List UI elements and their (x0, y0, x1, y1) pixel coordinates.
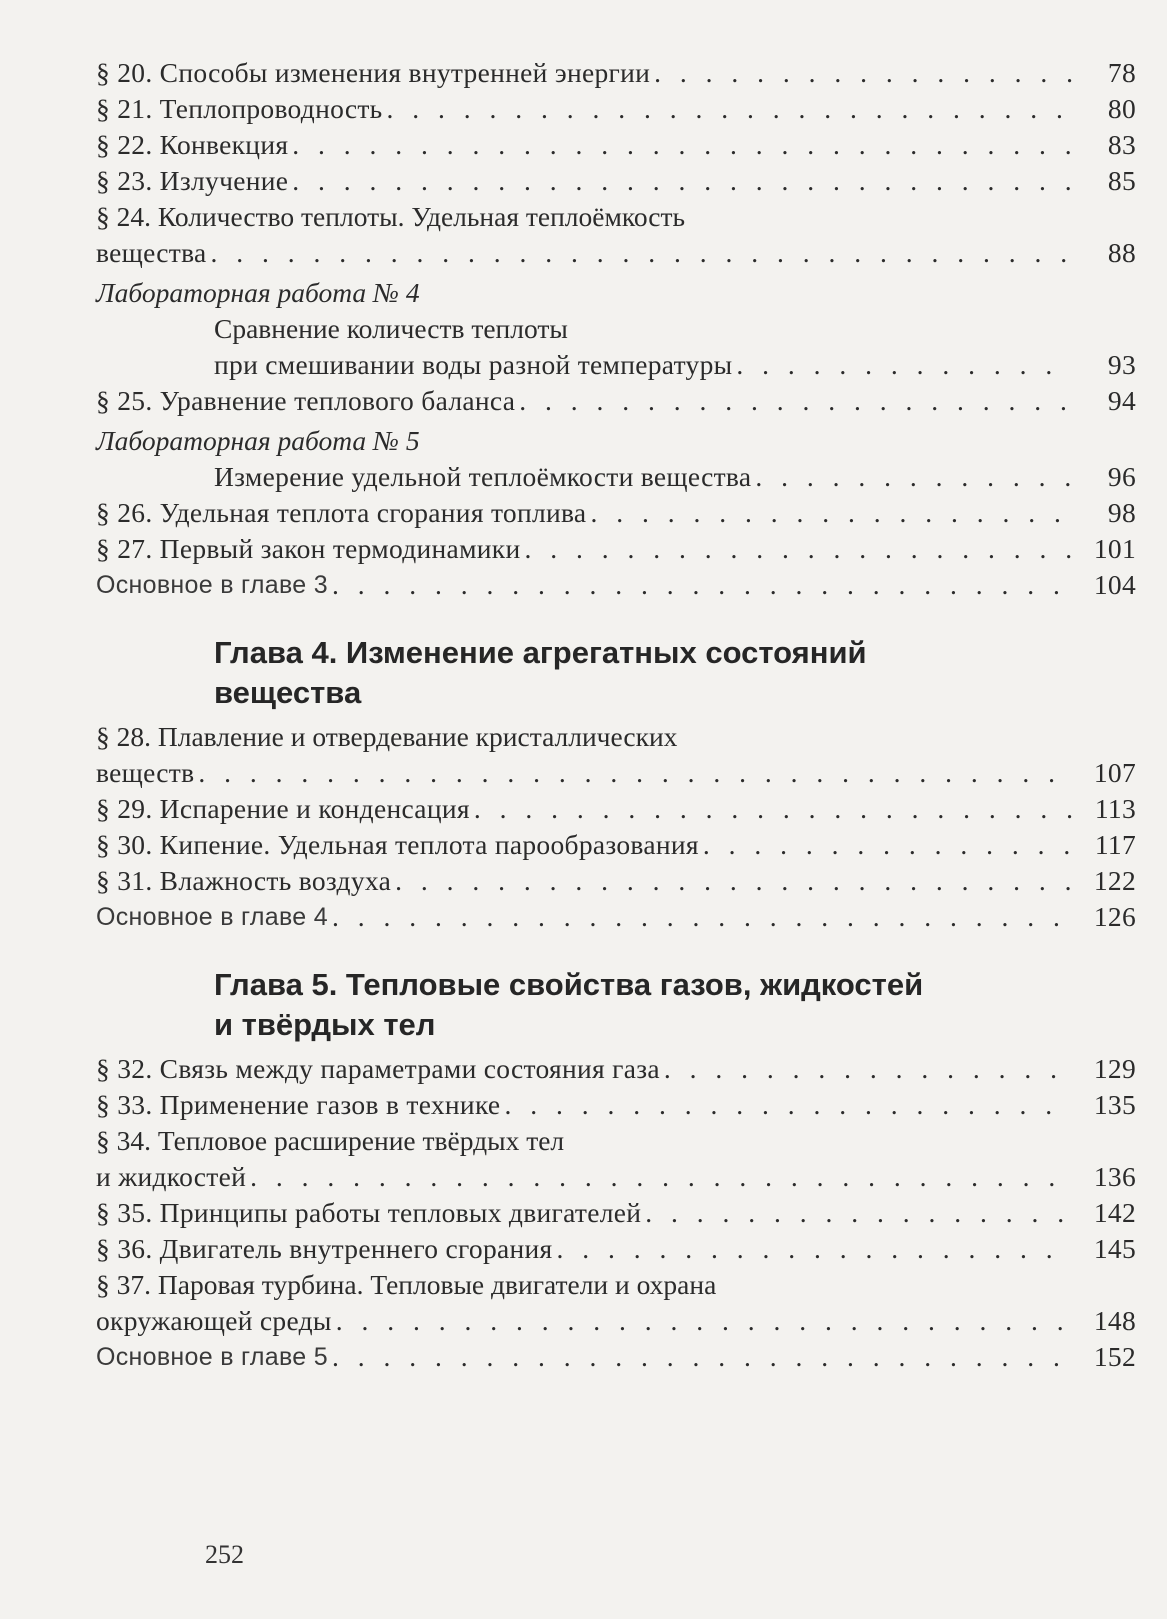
toc-title: § 21. Теплопроводность (96, 93, 383, 124)
toc-page: 83 (1107, 129, 1136, 160)
toc-page: 122 (1093, 865, 1136, 896)
toc-entry-s37[interactable] (96, 1267, 1136, 1339)
toc-title: § 33. Применение газов в технике (96, 1089, 501, 1120)
toc-title: Основное в главе 5 (96, 1343, 328, 1371)
toc-title-line2: веществ (96, 757, 195, 788)
dot-leader (524, 531, 1072, 567)
toc-entry-s27[interactable] (96, 531, 1136, 567)
toc-title: § 20. Способы изменения внутренней энергии (96, 57, 651, 88)
toc-entry-s32[interactable] (96, 1051, 1136, 1087)
dot-leader (664, 1051, 1072, 1087)
toc-title: § 29. Испарение и конденсация (96, 793, 470, 824)
lab-heading: Лабораторная работа № 4 (96, 277, 420, 308)
toc-title: § 31. Влажность воздуха (96, 865, 392, 896)
toc-entry-lab5[interactable] (96, 419, 1136, 495)
toc-page: 85 (1107, 165, 1136, 196)
toc-page: 93 (1107, 349, 1136, 380)
toc-page: 136 (1093, 1161, 1136, 1192)
toc-page: 94 (1107, 385, 1136, 416)
toc-page: 104 (1093, 569, 1136, 600)
toc-title-line1: § 34. Тепловое расширение твёрдых тел (96, 1125, 565, 1156)
toc-title-line1: § 37. Паровая турбина. Тепловые двигатели и охрана (96, 1269, 717, 1300)
toc-title: § 36. Двигатель внутреннего сгорания (96, 1233, 553, 1264)
toc-page: 88 (1107, 237, 1136, 268)
toc-entry-summary4[interactable] (96, 899, 1136, 935)
chapter-heading-4 (96, 633, 1136, 713)
dot-leader (250, 1159, 1072, 1195)
dot-leader (519, 383, 1072, 419)
toc-entry-s34[interactable] (96, 1123, 1136, 1195)
dot-leader (755, 459, 1072, 495)
toc-title: § 25. Уравнение теплового баланса (96, 385, 516, 416)
dot-leader (556, 1231, 1072, 1267)
chapter-title-line2: и твёрдых тел (214, 1007, 436, 1042)
toc-entry-summary3[interactable] (96, 567, 1136, 603)
toc-title-line1: § 28. Плавление и отвердевание кристаллических (96, 721, 678, 752)
chapter-heading-5 (96, 965, 1136, 1045)
toc-page: 145 (1093, 1233, 1136, 1264)
toc-entry-s29[interactable] (96, 791, 1136, 827)
toc-title: Основное в главе 3 (96, 571, 328, 599)
page-number: 252 (205, 1540, 244, 1569)
toc-title: § 30. Кипение. Удельная теплота парообразования (96, 829, 699, 860)
table-of-contents (96, 55, 1136, 1375)
toc-page: 101 (1093, 533, 1136, 564)
chapter-title-line1: Глава 4. Изменение агрегатных состояний (214, 635, 867, 670)
toc-page: 80 (1107, 93, 1136, 124)
toc-entry-lab4[interactable] (96, 271, 1136, 383)
toc-title-line2: окружающей среды (96, 1305, 332, 1336)
dot-leader (332, 899, 1072, 935)
dot-leader (332, 567, 1072, 603)
toc-title: § 22. Конвекция (96, 129, 289, 160)
toc-page: 129 (1093, 1053, 1136, 1084)
toc-title: § 35. Принципы работы тепловых двигателей (96, 1197, 642, 1228)
toc-title: § 27. Первый закон термодинамики (96, 533, 521, 564)
dot-leader (590, 495, 1072, 531)
toc-page: 107 (1093, 757, 1136, 788)
toc-entry-s23[interactable] (96, 163, 1136, 199)
toc-entry-s36[interactable] (96, 1231, 1136, 1267)
toc-page: 148 (1093, 1305, 1136, 1336)
toc-title: § 23. Излучение (96, 165, 289, 196)
dot-leader (395, 863, 1072, 899)
toc-title: Измерение удельной теплоёмкости вещества (214, 461, 752, 492)
toc-page: 142 (1093, 1197, 1136, 1228)
toc-entry-s26[interactable] (96, 495, 1136, 531)
dot-leader (645, 1195, 1072, 1231)
dot-leader (336, 1303, 1072, 1339)
toc-entry-s33[interactable] (96, 1087, 1136, 1123)
dot-leader (654, 55, 1072, 91)
dot-leader (736, 347, 1072, 383)
chapter-title-line1: Глава 5. Тепловые свойства газов, жидкостей (214, 967, 924, 1002)
toc-entry-s28[interactable] (96, 719, 1136, 791)
chapter-title-line2: вещества (214, 675, 362, 710)
dot-leader (211, 235, 1072, 271)
toc-entry-s24[interactable] (96, 199, 1136, 271)
toc-title-line1: Сравнение количеств теплоты (214, 313, 568, 344)
toc-title-line2: вещества (96, 237, 207, 268)
toc-title-line2: и жидкостей (96, 1161, 247, 1192)
toc-entry-s21[interactable] (96, 91, 1136, 127)
dot-leader (504, 1087, 1072, 1123)
dot-leader (703, 827, 1072, 863)
dot-leader (387, 91, 1072, 127)
toc-page: 117 (1094, 829, 1136, 860)
lab-heading: Лабораторная работа № 5 (96, 425, 420, 456)
toc-entry-s22[interactable] (96, 127, 1136, 163)
toc-title-line1: § 24. Количество теплоты. Удельная теплоёмкость (96, 201, 686, 232)
toc-page: 98 (1107, 497, 1136, 528)
toc-page: 78 (1107, 57, 1136, 88)
toc-page: 152 (1093, 1341, 1136, 1372)
toc-title: § 32. Связь между параметрами состояния газа (96, 1053, 660, 1084)
toc-page: 126 (1093, 901, 1136, 932)
toc-entry-s25[interactable] (96, 383, 1136, 419)
dot-leader (474, 791, 1072, 827)
toc-page: 113 (1094, 793, 1136, 824)
toc-title: § 26. Удельная теплота сгорания топлива (96, 497, 587, 528)
toc-page: 135 (1093, 1089, 1136, 1120)
toc-entry-s20[interactable] (96, 55, 1136, 91)
toc-page: 96 (1107, 461, 1136, 492)
toc-entry-s30[interactable] (96, 827, 1136, 863)
dot-leader (292, 163, 1072, 199)
toc-title-line2: при смешивании воды разной температуры (214, 349, 733, 380)
dot-leader (198, 755, 1072, 791)
dot-leader (292, 127, 1072, 163)
toc-title: Основное в главе 4 (96, 903, 328, 931)
dot-leader (332, 1339, 1072, 1375)
toc-entry-summary5[interactable] (96, 1339, 1136, 1375)
toc-entry-s31[interactable] (96, 863, 1136, 899)
toc-entry-s35[interactable] (96, 1195, 1136, 1231)
